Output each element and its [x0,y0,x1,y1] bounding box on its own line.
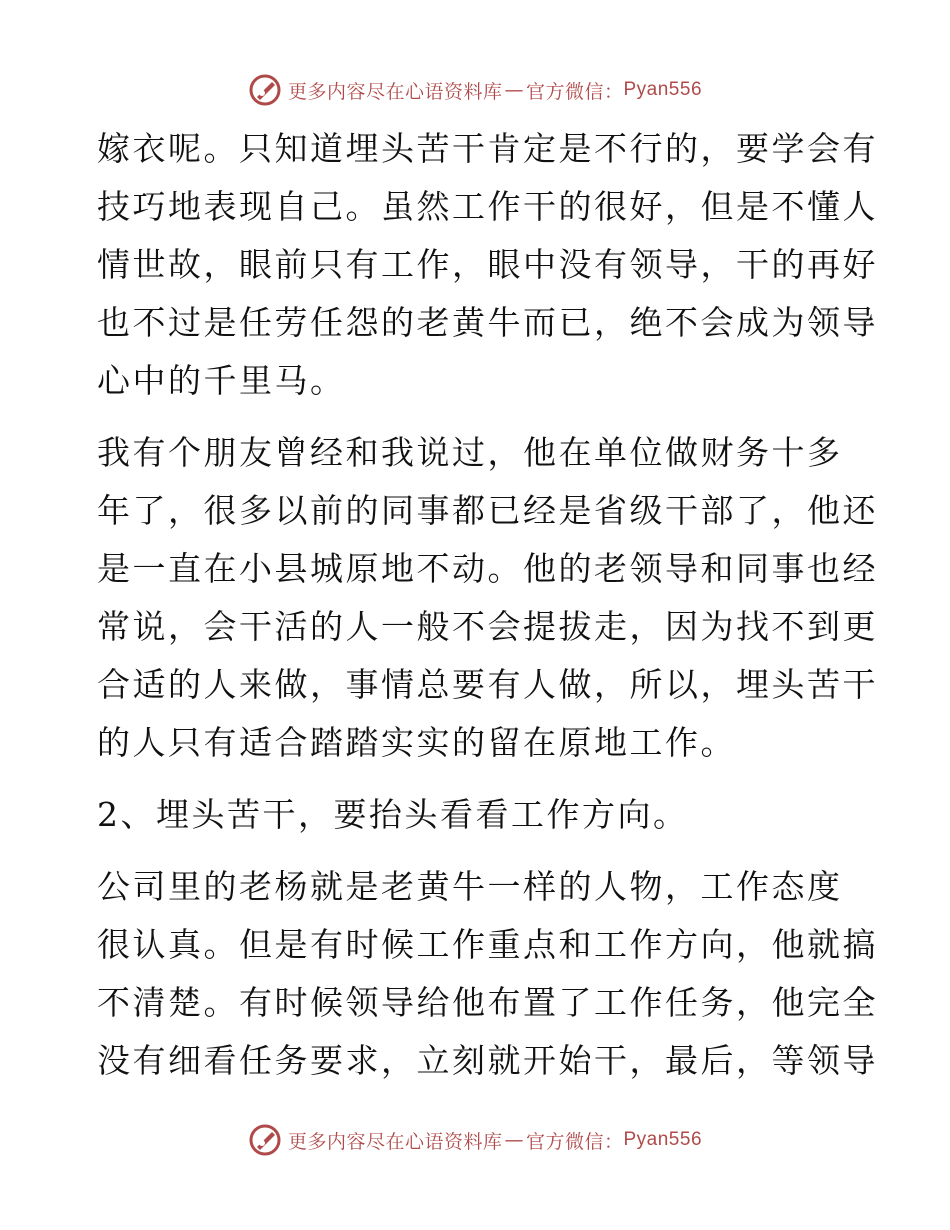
banner-main-text: 更多内容尽在心语资料库 [287,80,503,103]
banner-contact-id: Pyan556 [623,79,703,100]
text-line: 情世故，眼前只有工作，眼中没有领导，干的再好 [97,245,878,284]
text-line: 常说，会干活的人一般不会提拔走，因为找不到更 [97,607,878,646]
paragraph [97,424,878,772]
text-line: 合适的人来做，事情总要有人做，所以，埋头苦干 [97,665,878,704]
banner-separator: — [504,79,524,101]
text-line: 也不过是任劳任怨的老黄牛而已，绝不会成为领导 [97,303,878,342]
paragraph [97,120,878,410]
text-line: 不清楚。有时候领导给他布置了工作任务，他完全 [97,983,878,1022]
text-line: 很认真。但是有时候工作重点和工作方向，他就搞 [97,925,878,964]
banner-main-text: 更多内容尽在心语资料库 [287,1130,503,1153]
text-line: 是一直在小县城原地不动。他的老领导和同事也经 [97,549,878,588]
paragraph [97,858,878,1090]
text-line: 公司里的老杨就是老黄牛一样的人物，工作态度 [97,867,843,906]
banner-separator: — [504,1129,524,1151]
text-line: 没有细看任务要求，立刻就开始干，最后，等领导 [97,1041,878,1080]
text-line: 的人只有适合踏踏实实的留在原地工作。 [97,723,736,762]
text-line: 我有个朋友曾经和我说过，他在单位做财务十多 [97,433,843,472]
pen-logo-icon [248,1123,282,1157]
text-line: 嫁衣呢。只知道埋头苦干肯定是不行的，要学会有 [97,129,878,168]
banner-contact-id: Pyan556 [623,1129,703,1150]
banner-contact-label: 官方微信： [525,80,624,103]
document-body [97,120,878,1104]
text-line: 心中的千里马。 [97,361,346,400]
pen-logo-icon [248,73,282,107]
section-heading [97,786,853,844]
banner-contact-label: 官方微信： [525,1130,624,1153]
footer-banner [0,1120,950,1160]
text-line: 年了，很多以前的同事都已经是省级干部了，他还 [97,491,878,530]
text-line: 技巧地表现自己。虽然工作干的很好，但是不懂人 [97,187,878,226]
text-line: 2、埋头苦干，要抬头看看工作方向。 [97,795,689,834]
header-banner [0,70,950,110]
